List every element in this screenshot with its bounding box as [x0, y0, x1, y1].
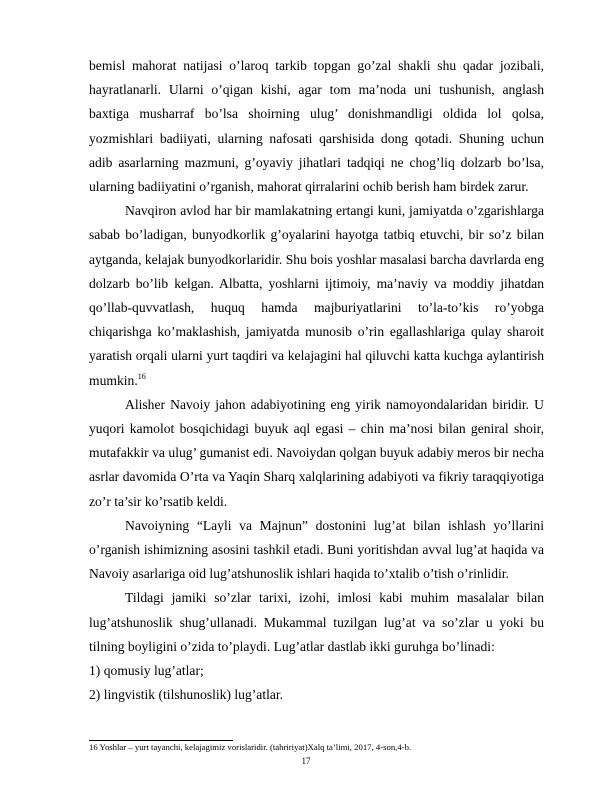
paragraph-2-text: Navqiron avlod har bir mamlakatning ertangi kuni, jamiyatda o’zgarishlarga sabab bo’ladigan, bunyodkorlik g’oyalarini hayotga tatbiq etuvchi, bir so’z bilan aytganda, kelajak bunyodkorlaridir. Shu bois yoshlar masalasi barcha davrlarda eng dolzarb bo’lib kelgan. Albatta, yoshlarni ijtimoiy, ma’naviy va moddiy jihatdan qo’llab-quvvatlash, huquq hamda majburiyatlarini to’la-to’kis ro’yobga chiqarishga ko’maklashish, jamiyatda munosib o’rin egallashlariga qulay sharoit yaratish orqali ularni yurt taqdiri va kelajagini hal qiluvchi katta kuchga aylantirish mumkin. — [89, 203, 544, 388]
paragraph-5: Tildagi jamiki so’zlar tarixi, izohi, imlosi kabi muhim masalalar bilan lug’atshunoslik shug’ullanadi. Mukammal tuzilgan lug’at va so’zlar u yoki bu tilning boyligini o’zida to’playdi. Lug’atlar dastlab ikki guruhga bo’linadi: — [89, 590, 544, 654]
paragraph-2 — [89, 199, 544, 393]
paragraph-4: Navoiyning “Layli va Majnun” dostonini lug’at bilan ishlash yo’llarini o’rganish ishimizning asosini tashkil etadi. Buni yoritishdan avval lug’at haqida va Navoiy asarlariga oid lug’atshunoslik ishlari haqida to’xtalib o’tish o’rinlidir. — [89, 517, 544, 582]
footnote-separator — [89, 740, 233, 741]
paragraph-1: bemisl mahorat natijasi o’laroq tarkib topgan go’zal shakli shu qadar jozibali, hayratlanarli. Ularni o’qigan kishi, agar tom ma’noda uni tushunish, anglash baxtiga musharraf bo’lsa shoirning ulug’ donishmandligi oldida lol qolsa, yozmishlari badiiyati, ularning nafosati qarshisida dong qotadi. Shuning uchun adib asarlarning mazmuni, g’oyaviy jihatlari tadqiqi ne chog’liq dolzarb bo’lsa, ularning badiiyatini o’rganish, mahorat qirralarini ochib berish ham birdek zarur. — [89, 58, 544, 195]
footnote-reference[interactable]: 16 — [137, 371, 146, 381]
list-item-1: 1) qomusiy lug’atlar; — [89, 663, 204, 679]
paragraph-3: Alisher Navoiy jahon adabiyotining eng yirik namoyondalaridan biridir. U yuqori kamolot bosqichidagi buyuk aql egasi – chin ma’nosi bilan geniral shoir, mutafakkir va ulug’ gumanist edi. Navoiydan qolgan buyuk adabiy meros bir necha asrlar davomida O’rta va Yaqin Sharq xalqlarining adabiyoti va fikriy taraqqiyotiga zo’r ta’sir ko’rsatib keldi. — [89, 396, 544, 509]
list-item-2: 2) lingvistik (tilshunoslik) lug’atlar. — [89, 687, 284, 703]
footnote-text: 16 Yoshlar – yurt tayanchi, kelajagimiz vorislaridir. (tahririyat)Xalq ta’limi, 2017, 4-son,4-b. — [89, 742, 412, 752]
body-text — [89, 54, 544, 707]
page-number: 17 — [301, 756, 311, 766]
